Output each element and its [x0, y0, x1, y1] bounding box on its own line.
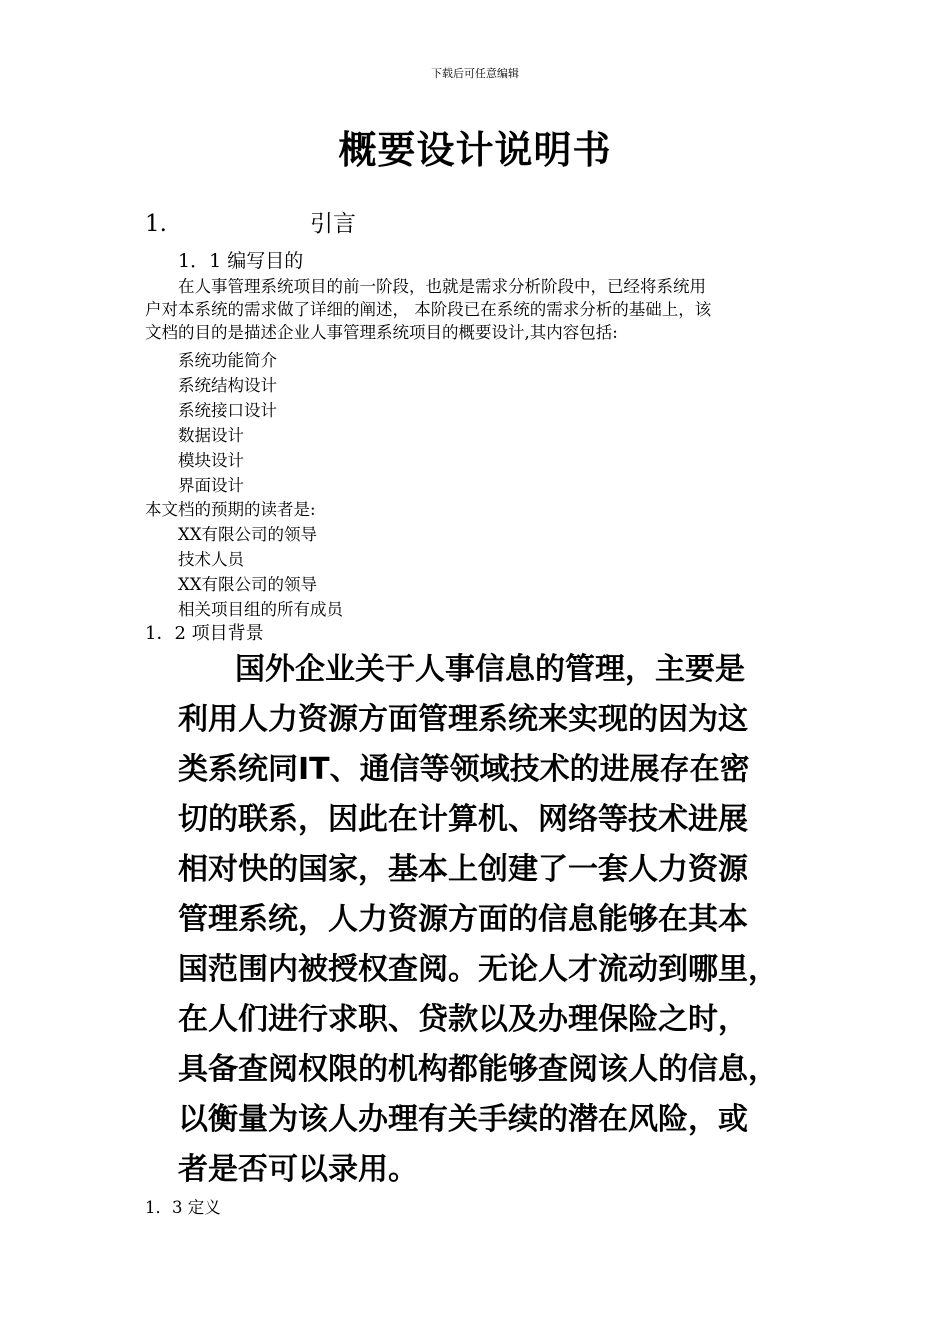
paragraph-line: 具备查阅权限的机构都能够查阅该人的信息， — [178, 1052, 778, 1087]
paragraph-line: 者是否可以录用。 — [178, 1152, 418, 1187]
paragraph-line: 在人们进行求职、贷款以及办理保险之时， — [178, 1002, 748, 1037]
paragraph-line: 管理系统，人力资源方面的信息能够在其本 — [178, 902, 748, 937]
paragraph-line: 相对快的国家，基本上创建了一套人力资源 — [178, 852, 748, 887]
section-1-2-paragraph — [178, 645, 828, 1195]
contents-item: 系统接口设计 — [178, 401, 277, 420]
section-1-1-intro — [145, 275, 825, 344]
readers-list — [178, 522, 343, 622]
section-1-3-heading: 1．3 定义 — [145, 1198, 221, 1217]
section-1-1-heading: 1．1 编写目的 — [178, 250, 304, 272]
intro-line: 户对本系统的需求做了详细的阐述， 本阶段已在系统的需求分析的基础上，该 — [145, 300, 712, 319]
reader-item: XX有限公司的领导 — [178, 575, 317, 594]
reader-item: XX有限公司的领导 — [178, 525, 317, 544]
intro-line: 在人事管理系统项目的前一阶段，也就是需求分析阶段中，已经将系统用 — [178, 277, 706, 296]
paragraph-line: 以衡量为该人办理有关手续的潜在风险，或 — [178, 1102, 748, 1137]
paragraph-line: 国范围内被授权查阅。无论人才流动到哪里， — [178, 952, 778, 987]
contents-item: 模块设计 — [178, 451, 244, 470]
document-title: 概要设计说明书 — [338, 127, 612, 172]
intro-line: 文档的目的是描述企业人事管理系统项目的概要设计,其内容包括: — [145, 323, 618, 342]
readers-intro: 本文档的预期的读者是: — [145, 500, 316, 519]
contents-item: 数据设计 — [178, 426, 244, 445]
section-1-title: 引言 — [310, 211, 356, 237]
contents-item: 系统功能简介 — [178, 351, 277, 370]
contents-list — [178, 348, 277, 498]
paragraph-line: 利用人力资源方面管理系统来实现的因为这 — [178, 702, 748, 737]
paragraph-line: 类系统同IT、通信等领域技术的进展存在密 — [178, 752, 750, 787]
page-header-note: 下载后可任意编辑 — [431, 67, 519, 80]
reader-item: 技术人员 — [178, 550, 244, 569]
section-1-2-heading: 1．2 项目背景 — [145, 623, 264, 644]
section-1-number: 1. — [145, 211, 167, 237]
reader-item: 相关项目组的所有成员 — [178, 600, 343, 619]
paragraph-line: 国外企业关于人事信息的管理，主要是 — [235, 652, 745, 687]
contents-item: 系统结构设计 — [178, 376, 277, 395]
paragraph-line: 切的联系，因此在计算机、网络等技术进展 — [178, 802, 748, 837]
contents-item: 界面设计 — [178, 476, 244, 495]
